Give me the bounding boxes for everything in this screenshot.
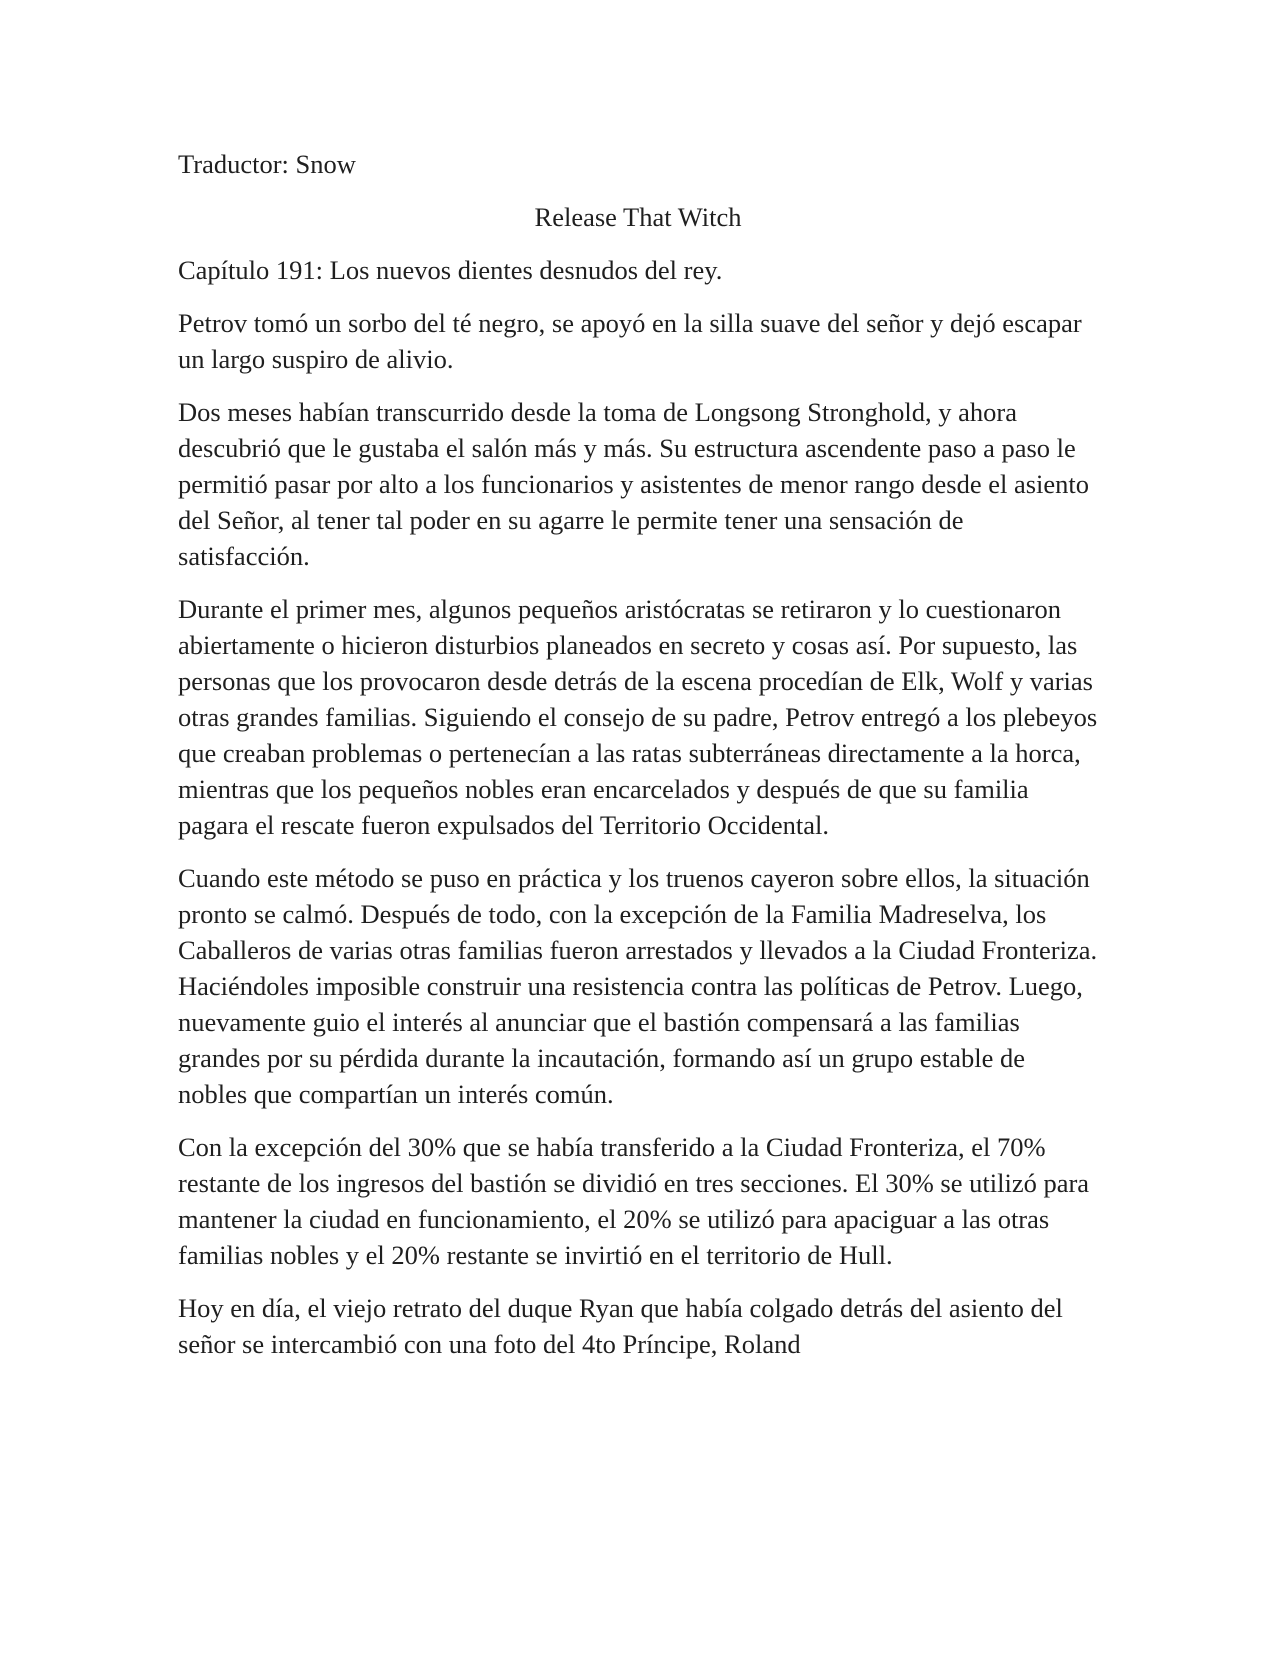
- paragraph: Dos meses habían transcurrido desde la toma de Longsong Stronghold, y ahora descubrió que le gustaba el salón más y más. Su estructura ascendente paso a paso le permitió pasar por alto a los funcionarios y asistentes de menor rango desde el asiento del Señor, al tener tal poder en su agarre le permite tener una sensación de satisfacción.: [178, 397, 1090, 571]
- document-page: [178, 146, 1098, 1379]
- paragraph: Con la excepción del 30% que se había transferido a la Ciudad Fronteriza, el 70% restante de los ingresos del bastión se dividió en tres secciones. El 30% se utilizó para mantener la ciudad en funcionamiento, el 20% se utilizó para apaciguar a las otras familias nobles y el 20% restante se invirtió en el territorio de Hull.: [178, 1132, 1090, 1270]
- paragraph: Hoy en día, el viejo retrato del duque Ryan que había colgado detrás del asiento del señor se intercambió con una foto del 4to Príncipe, Roland: [178, 1293, 1063, 1359]
- paragraph: Cuando este método se puso en práctica y los truenos cayeron sobre ellos, la situación pronto se calmó. Después de todo, con la excepción de la Familia Madreselva, los Caballeros de varias otras familias fueron arrestados y llevados a la Ciudad Fronteriza. Haciéndoles imposible construir una resistencia contra las políticas de Petrov. Luego, nuevamente guio el interés al anunciar que el bastión compensará a las familias grandes por su pérdida durante la incautación, formando así un grupo estable de nobles que compartían un interés común.: [178, 863, 1098, 1109]
- document-title: Release That Witch: [534, 202, 742, 232]
- chapter-heading: Capítulo 191: Los nuevos dientes desnudos del rey.: [178, 255, 723, 285]
- paragraph: Durante el primer mes, algunos pequeños aristócratas se retiraron y lo cuestionaron abiertamente o hicieron disturbios planeados en secreto y cosas así. Por supuesto, las personas que los provocaron desde detrás de la escena procedían de Elk, Wolf y varias otras grandes familias. Siguiendo el consejo de su padre, Petrov entregó a los plebeyos que creaban problemas o pertenecían a las ratas subterráneas directamente a la horca, mientras que los pequeños nobles eran encarcelados y después de que su familia pagara el rescate fueron expulsados del Territorio Occidental.: [178, 594, 1098, 840]
- translator-credit: Traductor: Snow: [178, 149, 356, 179]
- paragraph: Petrov tomó un sorbo del té negro, se apoyó en la silla suave del señor y dejó escapar un largo suspiro de alivio.: [178, 308, 1082, 374]
